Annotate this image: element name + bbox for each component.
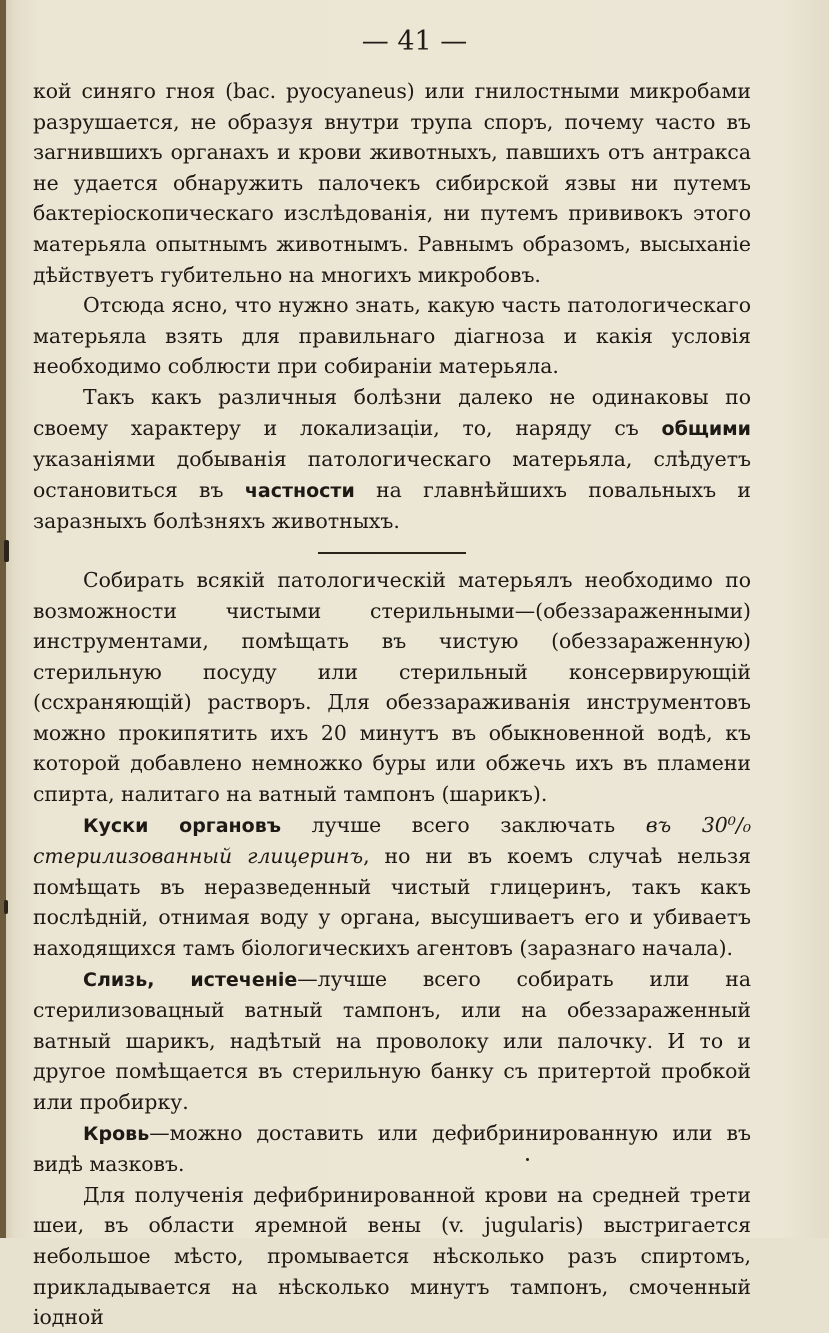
paragraph <box>33 382 751 537</box>
text-run: лучше всего заключать <box>281 812 646 837</box>
page-text <box>33 76 751 1333</box>
bold-term: Слизь, истеченіе <box>83 968 298 991</box>
page-binding-edge <box>0 0 6 1238</box>
paper-speck <box>4 900 8 914</box>
text-run: указаніями добыванія патологическаго матерьяла, слѣдуетъ остановиться въ <box>33 447 751 502</box>
bold-term: частности <box>244 479 355 502</box>
bold-term: общими <box>661 417 751 440</box>
paragraph <box>33 1118 751 1180</box>
paragraph: кой синяго гноя (bас. pyocyaneus) или гнилостными микробами разрушается, не образуя внутри трупа споръ, почему часто въ загнившихъ органахъ и крови животныхъ, павшихъ отъ антракса не удается обнаружить палочекъ сибирской язвы ни путемъ бактеріоскопическаго изслѣдованія, ни путемъ прививокъ этого матерьяла опытнымъ животнымъ. Равнымъ образомъ, высыханіе дѣйствуетъ губительно на многихъ микробовъ. <box>33 79 751 287</box>
paragraph: Для полученія дефибринированной крови на средней трети шеи, въ области яремной вены (v. jugularis) выстригается небольшое мѣсто, промывается нѣсколько разъ спиртомъ, прикладывается на нѣсколько минутъ тампонъ, смоченный іодной <box>33 1182 751 1330</box>
paragraph <box>33 964 751 1118</box>
section-divider <box>318 552 466 554</box>
paper-speck <box>4 540 9 562</box>
text-run: Такъ какъ различныя болѣзни далеко не одинаковы по своему характеру и локализаціи, то, наряду съ <box>33 384 751 440</box>
text-run: —лучше всего собирать или на стерилизовацный ватный тампонъ, или на обеззараженный ватный шарикъ, надѣтый на проволоку или палочку. И то и другое помѣщается въ стерильную банку съ притертой пробкой или пробирку. <box>33 966 751 1114</box>
page-number: — 41 — <box>361 26 468 57</box>
text-run: , но ни въ коемъ случаѣ нельзя помѣщать въ неразведенный чистый глицеринъ, такъ какъ послѣдній, отнимая воду у органа, высушиваетъ его и убиваетъ находящихся тамъ біологическихъ агентовъ (заразнаго начала). <box>33 844 751 961</box>
bold-term: Куски органовъ <box>83 814 282 837</box>
text-run: —можно доставить или дефибринированную или въ видѣ мазковъ. <box>33 1120 751 1177</box>
paper-speck <box>526 1158 529 1161</box>
paragraph: Собирать всякій патологическій матерьялъ необходимо по возможности чистыми стерильными—(обеззараженными) инструментами, помѣщать въ чистую (обеззараженную) стерильную посуду или стерильный консервирующій (ссхраняющій) растворъ. Для обеззараживанія инструментовъ можно прокипятить ихъ 20 минутъ въ обыкновенной водѣ, къ которой добавлено немножко буры или обжечь ихъ въ пламени спирта, налитаго на ватный тампонъ (шарикъ). <box>33 567 751 807</box>
paragraph: Отсюда ясно, что нужно знать, какую часть патологическаго матерьяла взять для правильнаго діагноза и какія условія необходимо соблюсти при собираніи матерьяла. <box>33 293 751 379</box>
text-run: на главнѣйшихъ повальныхъ и заразныхъ болѣзняхъ животныхъ. <box>33 477 752 534</box>
paragraph <box>33 810 751 964</box>
bold-term: Кровь <box>83 1122 150 1145</box>
italic-term: въ 30⁰/₀ стерилизованный глицеринъ <box>33 812 751 869</box>
